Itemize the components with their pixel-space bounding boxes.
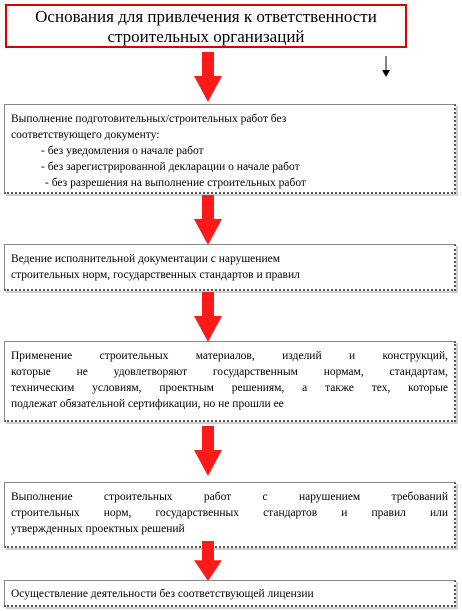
red-down-arrow-icon (194, 52, 222, 102)
basis-3-line-1: Применение строительных материалов, изделий и конструкций, (11, 350, 448, 362)
basis-box-3 (4, 341, 456, 422)
basis-1-line-3: - без уведомления о начале работ (41, 145, 204, 157)
small-down-arrow-icon (380, 56, 392, 78)
basis-box-1 (4, 104, 456, 194)
red-down-arrow-icon (194, 292, 222, 342)
basis-box-5 (4, 580, 456, 607)
diagram-title-box (5, 4, 407, 48)
title-line-1: Основания для привлечения к ответственности (35, 7, 377, 26)
basis-1-line-5: - без разрешения на выполнение строительных работ (45, 177, 306, 189)
basis-1-line-4: - без зарегистрированной декларации о начале работ (41, 161, 300, 173)
red-down-arrow-icon (194, 541, 222, 581)
basis-5-line-1: Осуществление деятельности без соответствующей лицензии (11, 588, 314, 600)
basis-4-line-1: Выполнение строительных работ с нарушением требований (11, 491, 448, 503)
basis-1-line-2: соответствующего документу: (11, 129, 160, 141)
basis-3-line-3: техническим условиям, проектным решениям, а также тех, которые (11, 382, 448, 394)
basis-4-line-2: строительных норм, государственных стандартов и правил или (11, 507, 448, 519)
basis-1-line-1: Выполнение подготовительных/строительных работ без (11, 113, 287, 125)
basis-box-4 (4, 482, 456, 548)
title-line-2: строительных организаций (107, 27, 305, 46)
red-down-arrow-icon (194, 426, 222, 476)
basis-3-line-4: подлежат обязательной сертификации, но не прошли ее (11, 398, 284, 410)
red-down-arrow-icon (194, 195, 222, 245)
basis-2-line-1: Ведение исполнительной документации с нарушением (11, 253, 280, 265)
basis-4-line-3: утвержденных проектных решений (11, 523, 185, 535)
basis-2-line-2: строительных норм, государственных стандартов и правил (11, 269, 300, 281)
basis-box-2 (4, 244, 456, 291)
basis-3-line-2: которые не удовлетворяют государственным нормам, стандартам, (11, 366, 448, 378)
